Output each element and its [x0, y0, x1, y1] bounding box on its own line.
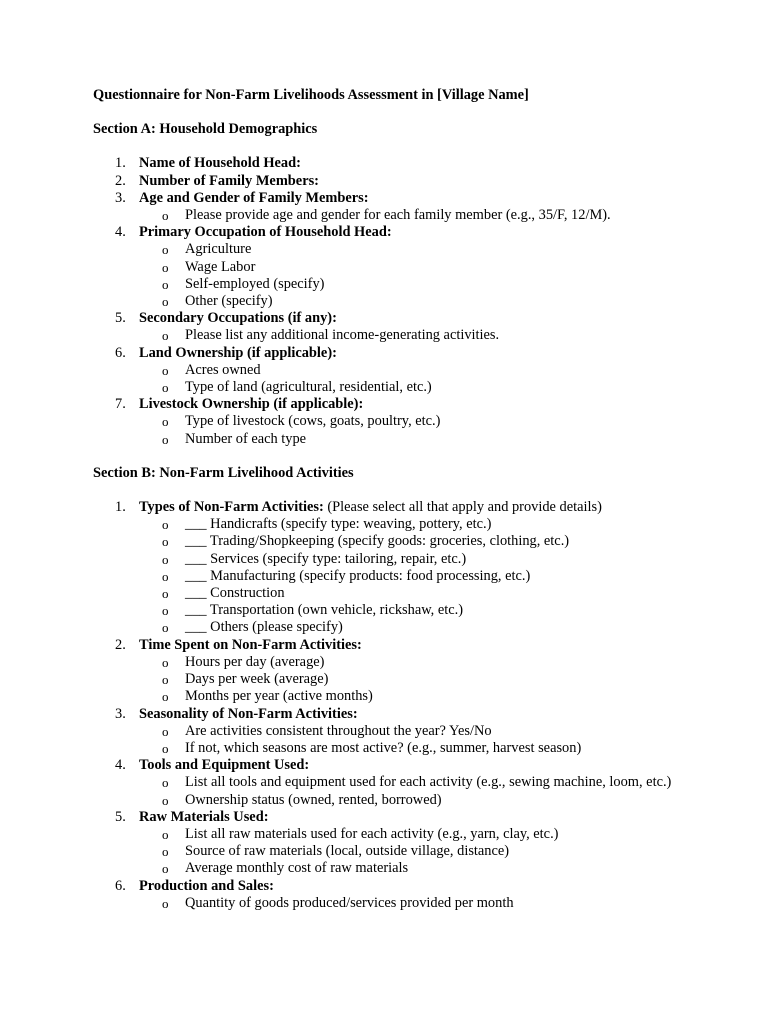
- question-note: (Please select all that apply and provide details): [323, 499, 602, 516]
- question-list: [93, 499, 675, 912]
- option-item: [139, 671, 675, 688]
- option-text: List all raw materials used for each activity (e.g., yarn, clay, etc.): [185, 825, 559, 842]
- question-title: Raw Materials Used:: [139, 808, 269, 825]
- option-item: [139, 431, 675, 448]
- option-text: Number of each type: [185, 430, 307, 447]
- question-number: 7.: [115, 396, 126, 413]
- bullet-marker: o: [162, 208, 169, 224]
- option-list: [139, 774, 675, 808]
- bullet-marker: o: [162, 775, 169, 791]
- option-item: [139, 568, 675, 585]
- bullet-marker: o: [162, 380, 169, 396]
- question-title: Livestock Ownership (if applicable):: [139, 396, 364, 413]
- question-title: Primary Occupation of Household Head:: [139, 224, 392, 241]
- option-item: [139, 895, 675, 912]
- question-item: [93, 396, 675, 448]
- question-item: [93, 809, 675, 878]
- option-list: [139, 413, 675, 447]
- option-text: Type of land (agricultural, residential, etc.): [185, 379, 432, 396]
- option-text: Acres owned: [185, 361, 261, 378]
- question-item: [93, 637, 675, 706]
- spacer: [93, 138, 675, 155]
- option-item: [139, 327, 675, 344]
- bullet-marker: o: [162, 844, 169, 860]
- question-item: [93, 878, 675, 912]
- option-text: If not, which seasons are most active? (e.g., summer, harvest season): [185, 739, 582, 756]
- question-title: Number of Family Members:: [139, 172, 319, 189]
- option-text: Ownership status (owned, rented, borrowed): [185, 791, 442, 808]
- section-heading: Section A: Household Demographics: [93, 121, 318, 138]
- option-text: Agriculture: [185, 241, 252, 258]
- option-list: [139, 826, 675, 878]
- option-text: ___ Construction: [185, 585, 285, 602]
- option-text: Hours per day (average): [185, 653, 325, 670]
- question-item: [93, 706, 675, 758]
- bullet-marker: o: [162, 689, 169, 705]
- bullet-marker: o: [162, 431, 169, 447]
- option-item: [139, 826, 675, 843]
- option-text: Wage Labor: [185, 258, 256, 275]
- question-title: Production and Sales:: [139, 877, 274, 894]
- question-number: 4.: [115, 757, 126, 774]
- option-item: [139, 293, 675, 310]
- question-item: [93, 190, 675, 224]
- option-text: ___ Manufacturing (specify products: food processing, etc.): [185, 567, 531, 584]
- bullet-marker: o: [162, 723, 169, 739]
- bullet-marker: o: [162, 276, 169, 292]
- bullet-marker: o: [162, 826, 169, 842]
- bullet-marker: o: [162, 861, 169, 877]
- question-title: Tools and Equipment Used:: [139, 757, 310, 774]
- question-item: [93, 499, 675, 637]
- option-text: Please provide age and gender for each family member (e.g., 35/F, 12/M).: [185, 207, 611, 224]
- option-item: [139, 723, 675, 740]
- question-number: 3.: [115, 705, 126, 722]
- bullet-marker: o: [162, 740, 169, 756]
- question-title: Land Ownership (if applicable):: [139, 344, 337, 361]
- sections-container: [93, 121, 675, 912]
- document-title: Questionnaire for Non-Farm Livelihoods Assessment in [Village Name]: [93, 87, 529, 103]
- option-item: [139, 860, 675, 877]
- bullet-marker: o: [162, 551, 169, 567]
- bullet-marker: o: [162, 603, 169, 619]
- option-text: List all tools and equipment used for each activity (e.g., sewing machine, loom, etc.): [185, 774, 672, 791]
- question-number: 4.: [115, 224, 126, 241]
- option-text: Other (specify): [185, 293, 273, 310]
- option-item: [139, 774, 675, 791]
- option-text: Are activities consistent throughout the year? Yes/No: [185, 722, 492, 739]
- option-item: [139, 740, 675, 757]
- question-item: [93, 757, 675, 809]
- option-text: Type of livestock (cows, goats, poultry, etc.): [185, 413, 441, 430]
- option-text: Source of raw materials (local, outside village, distance): [185, 843, 510, 860]
- option-item: [139, 379, 675, 396]
- option-list: [139, 241, 675, 310]
- section-heading: Section B: Non-Farm Livelihood Activities: [93, 464, 354, 481]
- option-item: [139, 551, 675, 568]
- option-list: [139, 207, 675, 224]
- option-text: Months per year (active months): [185, 688, 373, 705]
- bullet-marker: o: [162, 568, 169, 584]
- option-list: [139, 362, 675, 396]
- bullet-marker: o: [162, 294, 169, 310]
- option-list: [139, 723, 675, 757]
- question-number: 5.: [115, 808, 126, 825]
- option-item: [139, 207, 675, 224]
- option-list: [139, 895, 675, 912]
- question-number: 3.: [115, 189, 126, 206]
- option-text: ___ Trading/Shopkeeping (specify goods: groceries, clothing, etc.): [185, 533, 570, 550]
- question-number: 6.: [115, 344, 126, 361]
- option-text: Please list any additional income-generating activities.: [185, 327, 500, 344]
- option-item: [139, 241, 675, 258]
- question-title: Secondary Occupations (if any):: [139, 310, 337, 327]
- bullet-marker: o: [162, 362, 169, 378]
- question-title: Name of Household Head:: [139, 155, 301, 172]
- option-item: [139, 654, 675, 671]
- option-list: [139, 654, 675, 706]
- bullet-marker: o: [162, 517, 169, 533]
- bullet-marker: o: [162, 328, 169, 344]
- question-title: Types of Non-Farm Activities:: [139, 499, 324, 516]
- option-item: [139, 276, 675, 293]
- question-item: [93, 345, 675, 397]
- bullet-marker: o: [162, 534, 169, 550]
- option-item: [139, 602, 675, 619]
- question-number: 6.: [115, 877, 126, 894]
- question-number: 5.: [115, 310, 126, 327]
- question-item: [93, 155, 675, 172]
- question-title: Time Spent on Non-Farm Activities:: [139, 636, 362, 653]
- question-title: Age and Gender of Family Members:: [139, 189, 369, 206]
- bullet-marker: o: [162, 414, 169, 430]
- bullet-marker: o: [162, 620, 169, 636]
- option-item: [139, 259, 675, 276]
- question-number: 2.: [115, 172, 126, 189]
- option-text: ___ Handicrafts (specify type: weaving, pottery, etc.): [185, 516, 492, 533]
- bullet-marker: o: [162, 672, 169, 688]
- option-item: [139, 619, 675, 636]
- spacer: [93, 448, 675, 465]
- option-item: [139, 533, 675, 550]
- question-title: Seasonality of Non-Farm Activities:: [139, 705, 358, 722]
- option-text: ___ Others (please specify): [185, 619, 343, 636]
- option-list: [139, 516, 675, 636]
- option-text: Days per week (average): [185, 671, 329, 688]
- question-list: [93, 155, 675, 447]
- question-item: [93, 310, 675, 344]
- bullet-marker: o: [162, 259, 169, 275]
- bullet-marker: o: [162, 242, 169, 258]
- option-text: ___ Services (specify type: tailoring, repair, etc.): [185, 550, 467, 567]
- option-item: [139, 792, 675, 809]
- option-item: [139, 362, 675, 379]
- option-item: [139, 688, 675, 705]
- question-item: [93, 173, 675, 190]
- option-text: ___ Transportation (own vehicle, rickshaw, etc.): [185, 602, 464, 619]
- option-item: [139, 413, 675, 430]
- option-item: [139, 585, 675, 602]
- bullet-marker: o: [162, 654, 169, 670]
- document-body: [93, 87, 675, 912]
- option-item: [139, 843, 675, 860]
- question-number: 1.: [115, 499, 126, 516]
- option-text: Average monthly cost of raw materials: [185, 860, 409, 877]
- option-item: [139, 516, 675, 533]
- bullet-marker: o: [162, 792, 169, 808]
- question-item: [93, 224, 675, 310]
- option-list: [139, 327, 675, 344]
- bullet-marker: o: [162, 586, 169, 602]
- bullet-marker: o: [162, 895, 169, 911]
- question-number: 2.: [115, 636, 126, 653]
- spacer: [93, 482, 675, 499]
- option-text: Self-employed (specify): [185, 275, 325, 292]
- question-number: 1.: [115, 155, 126, 172]
- option-text: Quantity of goods produced/services provided per month: [185, 894, 514, 911]
